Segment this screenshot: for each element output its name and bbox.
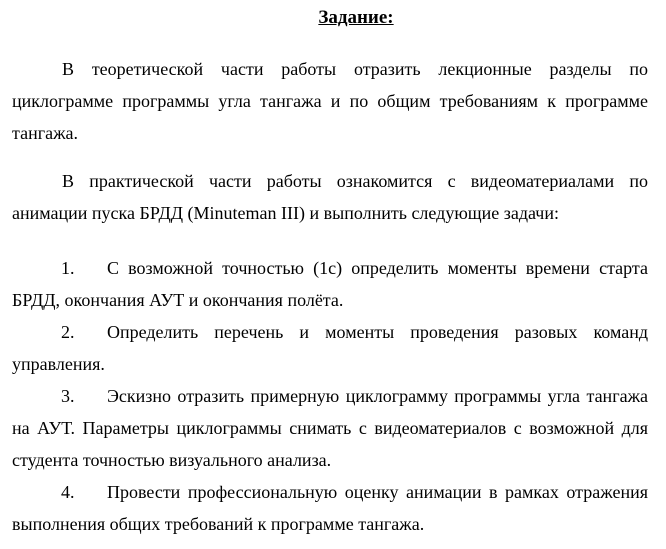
theory-paragraph: В теоретической части работы отразить лекционные разделы по циклограмме программы угла тангажа и по общим требованиям к программе тангажа. [12, 59, 648, 143]
task-number: 2. [61, 322, 75, 342]
task-text: Определить перечень и моменты проведения разовых команд управления. [12, 322, 648, 374]
task-item [12, 316, 648, 380]
task-text: Эскизно отразить примерную циклограмму программы угла тангажа на АУТ. Параметры циклограммы снимать с видеоматериалов с возможной для студента точностью визуального анализа. [12, 386, 648, 470]
task-number: 4. [61, 482, 75, 502]
document-title: Задание: [318, 7, 394, 28]
task-number: 3. [61, 386, 75, 406]
task-item [12, 476, 648, 540]
task-text: С возможной точностью (1с) определить моменты времени старта БРДД, окончания АУТ и окончания полёта. [12, 258, 648, 310]
task-number: 1. [61, 258, 75, 278]
task-list [12, 252, 648, 540]
practice-paragraph: В практической части работы ознакомится с видеоматериалами по анимации пуска БРДД (Minuteman III) и выполнить следующие задачи: [12, 171, 648, 223]
task-item [12, 252, 648, 316]
task-text: Провести профессиональную оценку анимации в рамках отражения выполнения общих требований к программе тангажа. [12, 482, 648, 534]
document-page [12, 0, 648, 540]
task-item [12, 380, 648, 476]
